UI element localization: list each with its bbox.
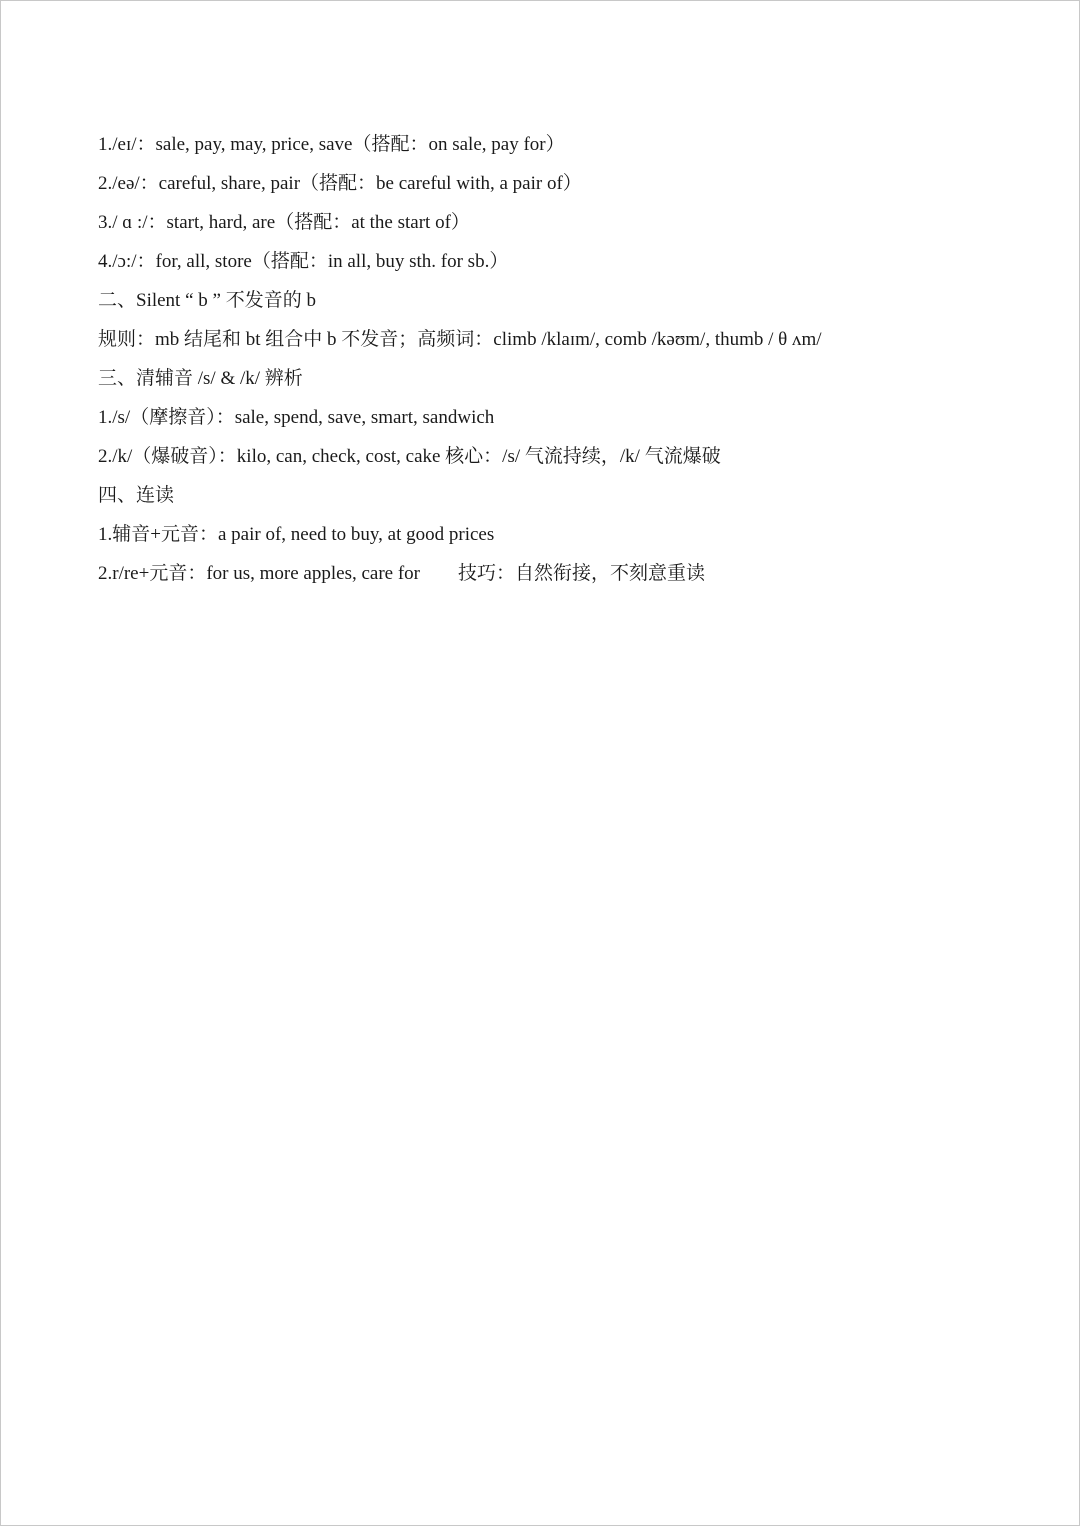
linking-r-vowel-line: 2.r/re+元音：for us, more apples, care for 技巧：自然衔接，不刻意重读	[98, 563, 705, 584]
vowel-ei-line: 1./eɪ/：sale, pay, may, price, save（搭配：on sale, pay for）	[98, 134, 565, 155]
silent-b-rule-line: 规则：mb 结尾和 bt 组合中 b 不发音；高频词：climb /klaɪm/, comb /kəʊm/, thumb / θ ʌm/	[98, 329, 822, 350]
document-body	[98, 125, 998, 593]
section-heading-silent-b: 二、Silent “ b ” 不发音的 b	[98, 290, 316, 311]
vowel-o-line: 4./ɔ:/：for, all, store（搭配：in all, buy sth. for sb.）	[98, 251, 509, 272]
consonant-k-line: 2./k/（爆破音）：kilo, can, check, cost, cake 核心：/s/ 气流持续，/k/ 气流爆破	[98, 446, 721, 467]
linking-consonant-vowel-line: 1.辅音+元音：a pair of, need to buy, at good prices	[98, 524, 495, 545]
section-heading-consonants: 三、清辅音 /s/ & /k/ 辨析	[98, 368, 303, 389]
consonant-s-line: 1./s/（摩擦音）：sale, spend, save, smart, sandwich	[98, 407, 495, 428]
vowel-ea-line: 2./eə/：careful, share, pair（搭配：be careful with, a pair of）	[98, 173, 582, 194]
section-heading-linking: 四、连读	[98, 485, 175, 506]
vowel-a-line: 3./ ɑ :/：start, hard, are（搭配：at the start of）	[98, 212, 470, 233]
